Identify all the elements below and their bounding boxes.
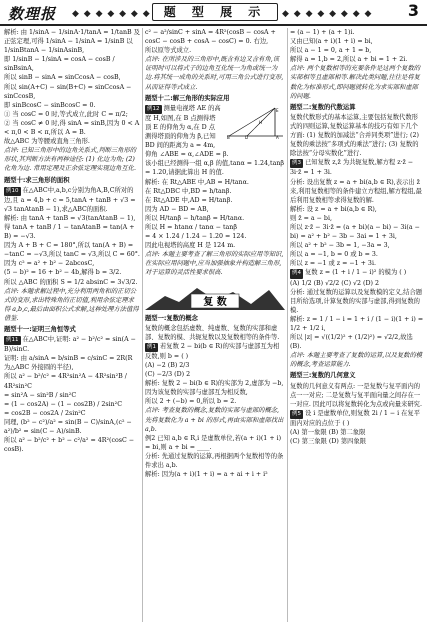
svg-text:E: E — [276, 107, 279, 113]
text-line: = cos2B − cos2A / 2sin²C — [4, 409, 86, 417]
text-line: 所以 2 + (−b) = 0,所以 b = 2. — [145, 398, 237, 406]
text-line: 所以 sinB − sinA = sinCcosA − cosB, — [4, 74, 121, 82]
text-line: 即 sinBcosC − sinBcosC = 0. — [4, 101, 96, 109]
text-line: 所以 z·z̄ − 3i·z̄ = (a + bi)(a − bi) − 3i(a − bi) = a² + b² − 3b − 3ai = 1 + 3i, — [290, 223, 420, 241]
text-line: 得 tanA + tanB / 1 − tanAtanB = tan(A + B) = −√3. — [4, 223, 135, 241]
text-line: 复数代数形式的基本运算,主要包括复数代数形式的四则运算,复数运算基本的技巧有如下几个方面: (1) 复数的加减法“合并同类项”进行; (2) 复数的乘法按“多项式的乘法”进行; (3) 复数的除法按“分母实数化”进行. — [290, 113, 419, 158]
decorative-dots-left: ◆ ◆ ◆ ◆ ◆ ◆ ◆ — [72, 9, 151, 19]
column-divider — [287, 28, 288, 622]
text-line: 解析: 由 1/sinA − 1/sinA·1/tanA = 1/tanB 及 — [4, 29, 140, 36]
section-banner-mountain — [145, 282, 285, 312]
brand-logo: 数理报 — [8, 5, 57, 23]
svg-text:H: H — [259, 119, 263, 125]
example-badge: 例5 — [290, 410, 303, 419]
commentary: 点评: 两个复数相等的充要条件是这两个复数的实部相等且虚部相等.解决此类问题,往往是将复数化为标准形式,即问题就转化为求实部和虚部的问题. — [290, 65, 421, 100]
text-line: 又由已知(a + i)(1 + i) = bi, — [290, 38, 373, 46]
text-line: 所以 a² − b²/c² + b² − c²/a² = 4R²(cosC − cosB). — [4, 437, 135, 454]
text-line: 证明: 由 a/sinA = b/sinB = c/sinC = 2R(R 为△ABC 外接圆的半径), — [4, 355, 133, 372]
text-line: 测量电视塔 AE 的高度 H,如图,在 B 点测得塔顶 E 的仰角为 α,在 D 点测得塔顶的仰角为 β,已知 BD 间的距离为 a = 4m,仰角 ∠ABE = α,∠ADE = β. — [145, 104, 229, 159]
text-line: 所以 a − 1 = 0, a + 1 = b, — [290, 47, 372, 55]
example-badge: 例11 — [4, 336, 21, 345]
page-number: 3 — [407, 1, 419, 20]
text-line: c² − a²/sinC + sinA = 4R²(cosB − cosA + cosC − cosB + cosA − cosC) = 0. 右边, — [145, 29, 276, 46]
example-badge: 例1 — [145, 343, 158, 352]
text-line: 解析: 设 z = a + bi(a,b ∈ R), — [290, 205, 377, 213]
example-badge: 例4 — [290, 269, 303, 278]
text-line: 所以 △ABC 的面积 S = 1/2 absinC = 3√3/2. — [4, 278, 138, 286]
commentary: 点评: 本题主要考查了复数的运算,以及复数的模的概念,考查运算能力. — [290, 352, 423, 369]
text-line: 因此电视塔的高度 H 是 124 m. — [145, 242, 236, 250]
text-line: 则 z̄ = a − bi, — [290, 214, 332, 222]
text-line: 复数的概念包括虚数、纯虚数、复数的实部和虚部、复数的模、共轭复数以及复数相等的条件等. — [145, 324, 280, 341]
text-line: 所以 H/tanβ − h/tanβ = H/tanα. — [145, 214, 245, 222]
column-3 — [290, 28, 424, 622]
header-rule — [0, 24, 427, 26]
text-line: 在△ABC中,证明: a² − b²/c² = sin(A − B)/sinC. — [4, 336, 136, 354]
text-line: 解析: 在 Rt△ABE 中,AB = H/tanα. — [145, 178, 249, 186]
text-line: 所以 a² + b² − 3b = 1, −3a = 3, — [290, 242, 390, 250]
text-line: 分析: 通过复数的运算以及复数模的定义,结合题目所给选项,计算复数的实部与虚部,得到复数的模. — [290, 288, 423, 314]
column-divider — [142, 28, 143, 622]
topic-heading: 题型十一:证明三角恒等式 — [4, 326, 76, 333]
text-line: 例2 已知 a,b ∈ R,i 是虚数单位,若(a + i)(1 + i) = bi,则 a + bi = ____. — [145, 434, 282, 451]
text-line: 因为 A + B + C = 180°,所以 tan(A + B) = −tanC = −√3,所以 tanC = √3,所以 C = 60°. — [4, 242, 140, 259]
example-badge: 例10 — [4, 187, 21, 196]
text-line: 所以 a² − b²/c² = 4R²sin²A − 4R²sin²B / 4R²sin²C — [4, 373, 127, 390]
text-line: 解析: 复数 2 − bi(b ∈ R)的实部为 2,虚部为 −b, — [145, 380, 284, 388]
commentary: 点评: 已知三角形中的边角关系式,判断三角形的形状,其判断方法有两种途径: (1) 化边为角; (2) 化角为边. 常用定理及正余弦定理实现边角互化. — [4, 147, 137, 173]
text-line: 在 Rt△DBC 中,BD = h/tanβ. — [145, 187, 232, 195]
text-line: 分析: 先通过复数的运算,再根据两个复数相等的条件求出 a,b. — [145, 452, 284, 470]
text-line: 故△ABC 为等腰或直角三角形. — [4, 138, 90, 146]
text-line: 在△ABC中,a,b,c分别为角A,B,C所对的边,且 a = 4,b + c = 5,tanA + tanB + √3 = √3 tanAtanB − 1),求△ABC的面积. — [4, 186, 136, 213]
text-line: 1/sinBtanA − 1/sinAsinB, — [4, 47, 85, 55]
text-line: 解析: 因为(a + i)(1 + i) = a + ai + i + i² — [145, 471, 268, 479]
topic-heading: 题型十二:解三角形的实际应用 — [145, 94, 230, 102]
text-line: 所以原等式成立. — [145, 47, 192, 55]
text-line: 解析: z = 1 / 1 − i = 1 + i / (1 − i)(1 + i) = 1/2 + 1/2 i, — [290, 315, 424, 332]
page-header — [0, 0, 427, 26]
svg-text:B: B — [227, 134, 230, 140]
choice-line: (A) 1/2 (B) √2/2 (C) √2 (D) 2 — [290, 279, 380, 287]
text-line: 即 1/sinB − 1/sinA = cosA − cosB / sinBsinA, — [4, 56, 115, 73]
column-1 — [4, 28, 140, 622]
text-line: 已知复数 z,z̄ 为共轭复数,解方程 z·z̄ − 3i·z̄ = 1 + 3i. — [290, 159, 414, 177]
svg-text:D: D — [245, 134, 249, 140]
text-line: 分析: 设出复数 z = a + bi(a,b ∈ R),表示出 z̄ 来,利用复数相等的条件建立方程组,解方程组,最后利用复数相等求得复数的解. — [290, 178, 422, 204]
choice-line: (A) −2 (B) 2/3 — [145, 362, 190, 369]
text-line: 解析: 由 tanA + tanB = √3(tanAtanB − 1), — [4, 214, 136, 222]
example-badge: 例12 — [145, 105, 162, 114]
text-line: = (1 − cos2A) − (1 − cos2B) / 2sin²C — [4, 400, 123, 408]
text-line: 因为该复数的实部与虚部互为相反数, — [145, 389, 248, 397]
commentary: 点评: 考查复数的概念,复数的实部与虚部的概念,先将复数化为 a + bi 的形式,再由实部和虚部找出 a,b. — [145, 407, 284, 433]
text-line: 正弦定理,可得 1/sinA − 1/sinA = 1/sinB 以 — [4, 38, 133, 46]
text-line: = 4 × 1.24 / 1.24 − 1.20 = 124. — [145, 233, 247, 241]
decorative-dots-right: ◆ ◆ ◆ ◆ ◆ ◆ ◆ ◆ — [282, 9, 373, 19]
text-line: 设 i 是虚数单位,则复数 2i / 1 − i 在复平面内对应的点位于 ( ) — [290, 409, 421, 427]
text-line: 因为 AD − BD = AB, — [145, 205, 209, 213]
text-line: ② 当 cosC ≠ 0 时,得 sinA = sinB,因为 0 < A < π,0 < B < π,所以 A = B. — [4, 119, 140, 137]
choice-line: (C) 第三象限 (D) 第四象限 — [290, 438, 367, 446]
section-banner-title: 复 数 — [203, 296, 227, 308]
text-line: 所以 H = htanα / tanα − tanβ — [145, 223, 237, 231]
topic-heading: 题型二:复数的代数运算 — [290, 103, 356, 111]
choice-line: (A) 第一象限 (B) 第二象限 — [290, 429, 366, 437]
example-badge: 例3 — [290, 159, 303, 168]
text-line: 所以 |z| = √((1/2)² + (1/2)²) = √2/2,故选(B). — [290, 334, 413, 351]
text-line: = (a − 1) + (a + 1)i. — [290, 29, 355, 36]
topic-heading: 题型三:复数的几何意义 — [290, 372, 356, 380]
text-line: 若复数 2 − bi(b ∈ R)的实部与虚部互为相反数,则 b = ( ) — [145, 342, 280, 360]
text-line: 复数的几何意义有两点: 一是复数与复平面内的点一一对应; 二是复数与复平面向量之间存在一一对应. 因此可以将复数转化为点或向量来研究. — [290, 382, 422, 408]
tower-diagram-figure — [225, 106, 285, 140]
text-line: 在 Rt△ADE 中,AD = H/tanβ. — [145, 196, 233, 204]
topic-heading: 题型十:求三角形的面积 — [4, 176, 70, 184]
topic-heading: 题型一:复数的概念 — [145, 314, 198, 322]
text-line: 所以 sin(A+C) − sin(B+C) = sinCcosA − sinCcosB, — [4, 83, 132, 100]
text-line: 所以 a = −1, b = 0 或 b = 3. — [290, 251, 378, 259]
column-2 — [145, 28, 285, 622]
text-line: 该小组已经测得一组 α,β 的值,tanα = 1.24,tanβ = 1.20,请据此算出 H 的值. — [145, 160, 285, 177]
text-line: 所以 z = −1 或 z = −1 + 3i. — [290, 260, 376, 268]
text-line: ① 当 cosC = 0 时,等式成立,此时 C = π/2; — [4, 110, 128, 118]
text-line: = sin²A − sin²B / sin²C — [4, 391, 77, 399]
commentary: 点评: 本题主要考查了解三角形的实际应用等知识,在实际应用问题中,应当加强抽象并构造解三角形,对于运算的灵活性要求很高. — [145, 251, 284, 277]
section-title: 题 型 展 示 — [152, 3, 278, 21]
commentary: 点评: 在所涉及的三角形中,既含有边又含有角,该证明时可以将式子的边角互化统一为角或统一为边.将其统一成角的关系时,可用三角公式进行变形,从而证得等式成立. — [145, 56, 284, 91]
text-line: 复数 z = (1 + i / 1 − i)² 的模为 ( ) — [305, 269, 407, 277]
commentary: 点评: 本题求解过程中,充分利用两角和的正切公式的变形,求出特殊角的正切值,利用余弦定理求得 a,b,c,最后由面积公式求解,这种处理方法值得借鉴. — [4, 287, 139, 322]
choice-line: (C) −2/3 (D) 2 — [145, 371, 191, 379]
svg-text:A: A — [276, 134, 279, 140]
text-line: 解得 a = 1,b = 2,所以 a + bi = 1 + 2i. — [290, 56, 408, 64]
text-line: 因为 c² = a² + b² − 2abcosC, — [4, 260, 95, 268]
text-line: (5 − b)² = 16 + b² − 4b,解得 b = 3/2. — [4, 269, 122, 277]
text-line: 同理, (b² − c²)/a² = sin(B − C)/sinA,(c² − a²)/b² = sin(C − A)/sinB. — [4, 418, 132, 436]
